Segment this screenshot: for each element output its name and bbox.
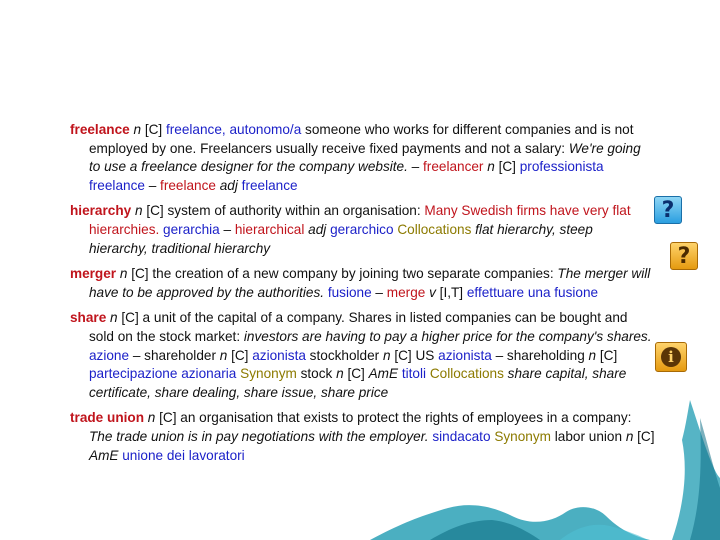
entry-share-run: [C] bbox=[343, 366, 369, 382]
entry-trade-union-run: unione dei lavoratori bbox=[122, 447, 245, 463]
entry-share-run: – shareholder bbox=[129, 347, 220, 363]
entry-share-run: stock bbox=[296, 366, 337, 382]
entry-trade-union-run: [C] bbox=[633, 428, 655, 444]
entry-share-run: n bbox=[382, 347, 391, 363]
entry-freelance-run: freelance bbox=[160, 177, 216, 193]
entry-trade-union-run: trade union bbox=[70, 410, 145, 426]
entry-hierarchy-run: n bbox=[131, 203, 143, 219]
entry-trade-union-run: [C] an organisation that exists to protect the rights of employees in a company: bbox=[155, 410, 632, 426]
entry-merger-run: fusione bbox=[327, 284, 372, 300]
question-mark-icon: ? bbox=[677, 243, 691, 269]
entry-freelance-run: freelancer bbox=[423, 159, 484, 175]
entry-share-run: [C] bbox=[596, 347, 618, 363]
entry-share-run: stockholder bbox=[305, 347, 383, 363]
entry-share-run: investors are having to pay a higher price for the company's shares. bbox=[243, 328, 652, 344]
entry-merger-run: effettuare una fusione bbox=[466, 284, 599, 300]
entry-share-run: n bbox=[588, 347, 597, 363]
entry-share-run: share capital, share certificate, share dealing, share issue, share price bbox=[89, 366, 627, 400]
question-mark-icon: ? bbox=[661, 197, 675, 223]
entry-hierarchy-run: flat hierarchy, steep hierarchy, traditional hierarchy bbox=[89, 221, 593, 256]
entry-share-run: n bbox=[336, 366, 344, 382]
entry-hierarchy-run: Many Swedish firms have very flat hierarchies. bbox=[89, 203, 631, 237]
entry-merger-run: n bbox=[116, 266, 128, 282]
entry-share-run: n bbox=[219, 347, 228, 363]
entry-freelance-run: professionista freelance bbox=[89, 159, 604, 193]
entry-trade-union-run: n bbox=[625, 428, 634, 444]
entry-hierarchy-run: – bbox=[219, 221, 235, 237]
entry-trade-union-run: n bbox=[144, 410, 156, 426]
entry-trade-union-run: labor union bbox=[550, 428, 626, 444]
entry-freelance-run: n bbox=[129, 122, 142, 137]
entry-freelance-run: – bbox=[144, 177, 161, 193]
entry-merger-run: v bbox=[425, 284, 436, 300]
entry-merger-run: merger bbox=[70, 266, 117, 282]
entry-share-run: azione bbox=[89, 347, 130, 363]
entry-freelance-run: – bbox=[407, 159, 424, 175]
entry-hierarchy-run: hierarchical bbox=[234, 221, 305, 237]
entry-freelance-run: freelance bbox=[241, 177, 298, 193]
entry-trade-union-run: Synonym bbox=[494, 428, 551, 444]
entry-merger-run: [I,T] bbox=[435, 284, 467, 300]
entry-trade-union-run: AmE bbox=[89, 447, 119, 463]
entry-freelance-run: n bbox=[483, 159, 495, 175]
entry-share-run: Synonym bbox=[240, 366, 297, 382]
entry-freelance-run: [C] bbox=[494, 159, 520, 175]
entry-share-run: AmE bbox=[368, 366, 399, 382]
entry-share-run: azionista bbox=[438, 347, 492, 363]
entry-freelance-run: We're going to use a freelance designer for the company website. bbox=[89, 140, 641, 175]
entry-share-run: titoli bbox=[401, 366, 427, 382]
entry-hierarchy-run: gerarchico bbox=[330, 221, 394, 237]
entry-share-run: Collocations bbox=[429, 366, 504, 382]
info-icon: i bbox=[661, 347, 681, 367]
entry-share-run: n bbox=[106, 310, 118, 326]
entry-trade-union-run: The trade union is in pay negotiations with the employer. bbox=[89, 428, 429, 444]
entry-share-run: [C] US bbox=[390, 347, 439, 363]
entry-merger-run: merge bbox=[386, 284, 426, 300]
entry-share-run: share bbox=[70, 310, 107, 326]
entry-hierarchy-run: [C] system of authority within an organisation: bbox=[142, 203, 425, 219]
entry-share-run: – shareholding bbox=[491, 347, 589, 363]
entry-hierarchy-run: adj bbox=[304, 221, 327, 237]
entry-freelance-run: [C] bbox=[141, 122, 166, 137]
entry-merger-run: [C] the creation of a new company by joining two separate companies: bbox=[127, 266, 558, 282]
entry-merger-run: The merger will have to be approved by the authorities. bbox=[89, 266, 651, 300]
entry-freelance-run: freelance bbox=[70, 122, 130, 137]
entry-hierarchy-run: gerarchia bbox=[163, 221, 220, 237]
entry-hierarchy-run: Collocations bbox=[397, 221, 472, 237]
entry-trade-union-run: sindacato bbox=[432, 428, 491, 444]
entry-hierarchy-run: hierarchy bbox=[70, 203, 132, 219]
entry-share-run: partecipazione azionaria bbox=[89, 366, 237, 382]
entry-share-run: azionista bbox=[252, 347, 306, 363]
entry-share-run: [C] bbox=[227, 347, 253, 363]
entry-freelance-run: freelance, autonomo/a bbox=[165, 122, 302, 137]
entry-share-run: [C] a unit of the capital of a company. Shares in listed companies can be bought and sold on the stock market: bbox=[89, 310, 628, 344]
entry-freelance-run: adj bbox=[215, 177, 238, 193]
entry-merger-run: – bbox=[371, 284, 387, 300]
entry-freelance-run: someone who works for different companies and is not employed by one. Freelancers usually receive fixed payments and not a salary: bbox=[89, 122, 634, 156]
